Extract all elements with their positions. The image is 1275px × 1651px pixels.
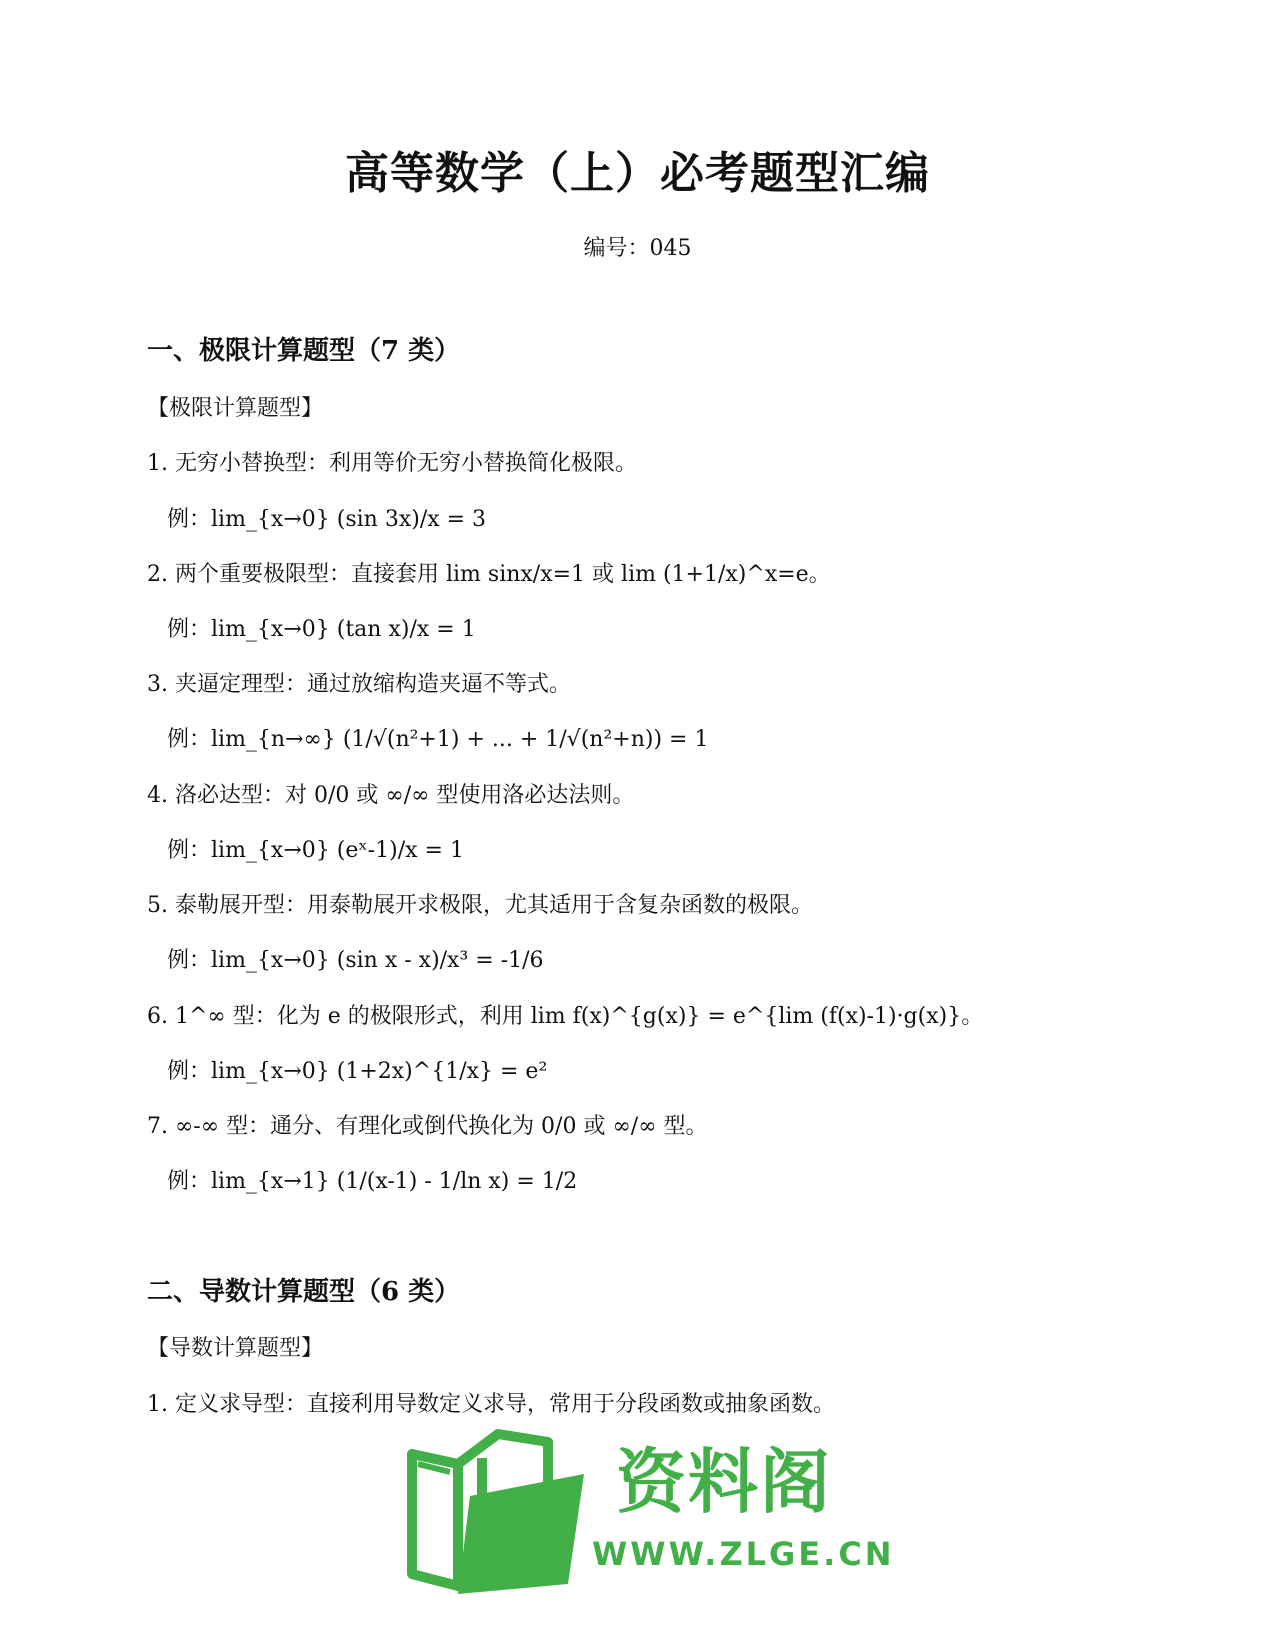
list-item: 7. ∞-∞ 型：通分、有理化或倒代换化为 0/0 或 ∞/∞ 型。 <box>147 1114 708 1139</box>
list-item: 6. 1^∞ 型：化为 e 的极限形式，利用 lim f(x)^{g(x)} = e^{lim (f(x)-1)·g(x)}。 <box>147 1004 984 1029</box>
section-heading: 二、导数计算题型（6 类） <box>147 1277 461 1307</box>
watermark-brand: 资料阁 <box>616 1441 832 1523</box>
example-line: 例：lim_{n→∞} (1/√(n²+1) + ... + 1/√(n²+n)) = 1 <box>167 727 709 752</box>
list-item: 1. 定义求导型：直接利用导数定义求导，常用于分段函数或抽象函数。 <box>147 1392 835 1417</box>
example-line: 例：lim_{x→0} (tan x)/x = 1 <box>167 617 476 642</box>
section-subheading: 【极限计算题型】 <box>147 396 324 421</box>
list-item: 4. 洛必达型：对 0/0 或 ∞/∞ 型使用洛必达法则。 <box>147 783 635 808</box>
watermark <box>398 1424 895 1604</box>
example-line: 例：lim_{x→1} (1/(x-1) - 1/ln x) = 1/2 <box>167 1169 578 1194</box>
example-line: 例：lim_{x→0} (eˣ-1)/x = 1 <box>167 838 464 863</box>
list-item: 1. 无穷小替换型：利用等价无穷小替换简化极限。 <box>147 451 637 476</box>
list-item: 5. 泰勒展开型：用泰勒展开求极限，尤其适用于含复杂函数的极限。 <box>147 893 813 918</box>
section-heading: 一、极限计算题型（7 类） <box>147 336 461 366</box>
watermark-url: WWW.ZLGE.CN <box>592 1535 895 1573</box>
example-line: 例：lim_{x→0} (sin 3x)/x = 3 <box>167 507 487 532</box>
document-code: 编号：045 <box>583 236 692 261</box>
list-item: 2. 两个重要极限型：直接套用 lim sinx/x=1 或 lim (1+1/x)^x=e。 <box>147 562 831 587</box>
document-title: 高等数学（上）必考题型汇编 <box>345 148 930 199</box>
open-book-folder-icon <box>398 1424 598 1604</box>
example-line: 例：lim_{x→0} (sin x - x)/x³ = -1/6 <box>167 948 544 973</box>
section-subheading: 【导数计算题型】 <box>147 1336 324 1361</box>
list-item: 3. 夹逼定理型：通过放缩构造夹逼不等式。 <box>147 672 571 697</box>
example-line: 例：lim_{x→0} (1+2x)^{1/x} = e² <box>167 1059 548 1084</box>
